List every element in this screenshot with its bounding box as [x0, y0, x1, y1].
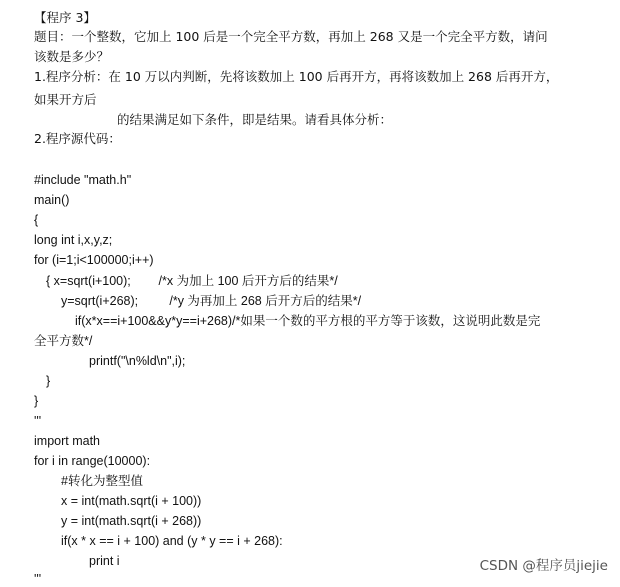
- code-line-quote-close: ''': [34, 572, 42, 586]
- code-line-py-x: x = int(math.sqrt(i + 100)): [61, 494, 202, 508]
- code-line-printf: printf("\n%ld\n",i);: [89, 354, 186, 368]
- program-heading: 【程序 3】: [34, 10, 96, 25]
- code-line-open-brace: {: [34, 213, 39, 227]
- code-line-quote-open: ''': [34, 414, 42, 428]
- question-line-1: 题目：一个整数，它加上 100 后是一个完全平方数，再加上 268 又是一个完全平方数，请问: [34, 29, 548, 44]
- analysis-line-2: 如果开方后: [34, 92, 97, 107]
- code-line-y-assign: y=sqrt(i+268); /*y 为再加上 268 后开方后的结果*/: [61, 294, 362, 308]
- code-line-for: for (i=1;i<100000;i++): [34, 253, 154, 267]
- code-line-py-if: if(x * x == i + 100) and (y * y == i + 268):: [61, 534, 283, 548]
- code-line-declare: long int i,x,y,z;: [34, 233, 113, 247]
- code-line-include: #include "math.h": [34, 173, 132, 187]
- code-line-py-for: for i in range(10000):: [34, 454, 151, 468]
- code-line-import: import math: [34, 434, 100, 448]
- code-line-comment: #转化为整型值: [61, 474, 143, 488]
- code-line-if-cont: 全平方数*/: [34, 334, 93, 348]
- source-code-heading: 2.程序源代码：: [34, 131, 121, 146]
- question-line-2: 该数是多少？: [34, 49, 110, 64]
- analysis-line-3: 的结果满足如下条件，即是结果。请看具体分析：: [117, 112, 393, 127]
- code-line-close-brace-inner: }: [46, 374, 51, 388]
- code-line-x-assign: { x=sqrt(i+100); /*x 为加上 100 后开方后的结果*/: [46, 274, 338, 288]
- code-line-close-brace: }: [34, 394, 39, 408]
- code-line-if: if(x*x==i+100&&y*y==i+268)/*如果一个数的平方根的平方等于该数，这说明此数是完: [75, 314, 541, 328]
- code-line-print: print i: [89, 554, 120, 568]
- analysis-line-1: 1.程序分析：在 10 万以内判断，先将该数加上 100 后再开方，再将该数加上 268 后再开方，: [34, 69, 559, 84]
- csdn-watermark: CSDN @程序员jiejie: [479, 558, 608, 574]
- code-line-py-y: y = int(math.sqrt(i + 268)): [61, 514, 202, 528]
- code-line-main: main(): [34, 193, 70, 207]
